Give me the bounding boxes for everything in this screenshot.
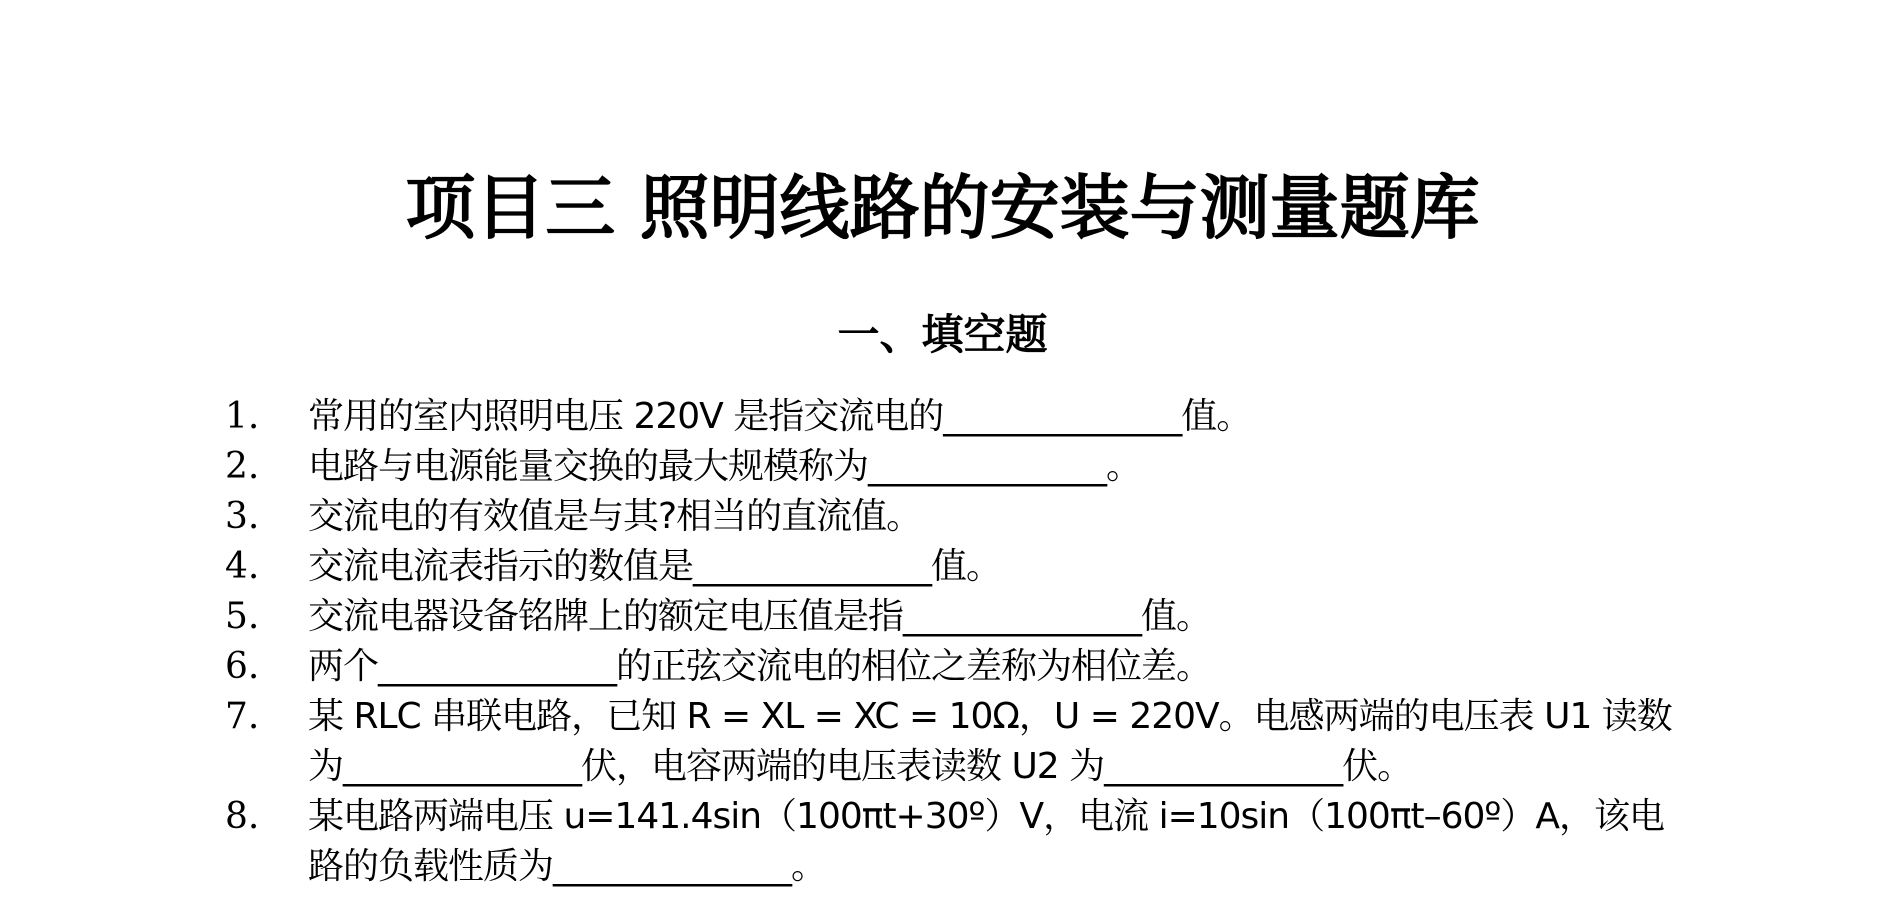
- question-item: [0, 692, 1672, 792]
- question-list: [0, 392, 1885, 892]
- question-number: 1.: [225, 396, 260, 437]
- question-number: 7.: [225, 696, 260, 737]
- question-number: 8.: [225, 796, 260, 837]
- question-number: 3.: [225, 496, 260, 537]
- question-number: 6.: [225, 646, 260, 687]
- question-text: 常用的室内照明电压 220V 是指交流电的______________值。: [308, 396, 1252, 437]
- question-text: 交流电器设备铭牌上的额定电压值是指______________值。: [308, 596, 1212, 637]
- question-number: 2.: [225, 446, 260, 487]
- question-item: [0, 392, 1668, 442]
- question-item: [0, 642, 1668, 692]
- question-item: [0, 442, 1668, 492]
- question-text: 某电路两端电压 u=141.4sin（100πt+30º）V，电流 i=10sin（100πt–60º）A，该电: [308, 796, 1665, 837]
- question-text-continued: 路的负载性质为______________。: [308, 846, 827, 887]
- question-text: 两个______________的正弦交流电的相位之差称为相位差。: [308, 646, 1212, 687]
- question-item: [0, 542, 1668, 592]
- question-item: [0, 592, 1668, 642]
- question-text-continued: 为______________伏，电容两端的电压表读数 U2 为______________伏。: [308, 746, 1413, 787]
- question-text: 交流电流表指示的数值是______________值。: [308, 546, 1002, 587]
- question-text: 某 RLC 串联电路，已知 R = XL = XC = 10Ω，U = 220V。电感两端的电压表 U1 读数: [308, 696, 1672, 737]
- question-number: 5.: [225, 596, 260, 637]
- section-title: 一、填空题: [837, 310, 1048, 359]
- question-number: 4.: [225, 546, 260, 587]
- document-title: 项目三 照明线路的安装与测量题库: [405, 167, 1480, 249]
- question-item: [0, 792, 1668, 892]
- question-text: 电路与电源能量交换的最大规模称为______________。: [308, 446, 1142, 487]
- question-item: [0, 492, 1668, 542]
- question-text: 交流电的有效值是与其?相当的直流值。: [308, 496, 922, 537]
